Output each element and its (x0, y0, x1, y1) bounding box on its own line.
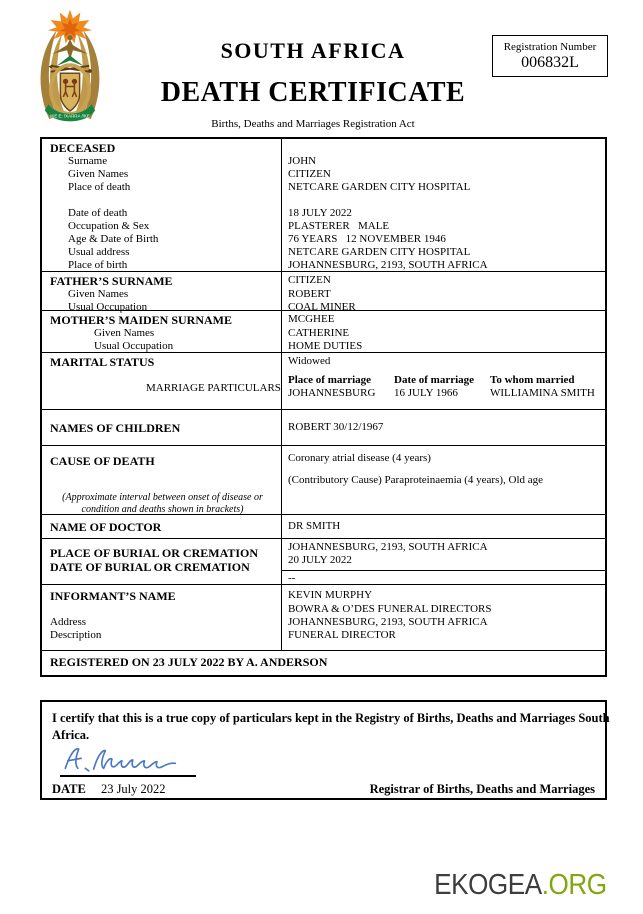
field-value: FUNERAL DIRECTOR (288, 629, 396, 641)
emblem-motto: !KE E: /XARRA //KE (50, 113, 90, 119)
header (33, 8, 610, 135)
field-label (50, 194, 275, 207)
section-marital-status (42, 352, 605, 409)
column-header: Date of marriage (394, 374, 475, 386)
burial-labels (42, 539, 282, 584)
father-labels (42, 272, 282, 313)
registrar-title: Registrar of Births, Deaths and Marriages (369, 782, 595, 796)
south-africa-coat-of-arms-icon (33, 8, 107, 134)
field-value: JOHANNESBURG, 2193, SOUTH AFRICA (288, 541, 488, 553)
certificate-table (40, 137, 607, 677)
field-value (288, 194, 599, 207)
document-subtitle: Births, Deaths and Marriages Registration Act (211, 118, 415, 130)
field-label: Place of birth (68, 259, 128, 271)
cause-values (282, 446, 605, 514)
field-value: JOHANNESBURG, 2193, SOUTH AFRICA (288, 259, 488, 271)
section-heading: MARITAL STATUS (50, 355, 155, 369)
mother-values (282, 311, 605, 352)
burial-place-date (282, 539, 605, 570)
field-value: PLASTERER MALE (288, 220, 390, 232)
section-father (42, 271, 605, 313)
section-informant (42, 584, 605, 650)
burial-extra (282, 570, 605, 586)
section-heading: PLACE OF BURIAL OR CREMATION (50, 546, 259, 560)
registered-statement: REGISTERED ON 23 JULY 2022 BY A. ANDERSON (50, 655, 328, 669)
country-title: SOUTH AFRICA (220, 38, 406, 63)
marital-values (282, 353, 605, 409)
field-label: Given Names (68, 168, 129, 180)
section-heading: DECEASED (50, 141, 116, 155)
field-value: CITIZEN (288, 168, 331, 180)
field-value: (Contributory Cause) Paraproteinaemia (4 years), Old age (288, 474, 544, 486)
document-title: DEATH CERTIFICATE (160, 77, 466, 108)
registration-number-value: 006832L (521, 54, 579, 71)
spacer (288, 141, 599, 155)
burial-values (282, 539, 605, 584)
certification-date-row (52, 782, 595, 797)
field-label: Usual Occupation (94, 340, 174, 352)
field-value: JOHANNESBURG (288, 387, 376, 399)
field-label: Description (50, 629, 102, 641)
date-value: 23 July 2022 (100, 782, 166, 796)
children-value-cell (282, 410, 605, 445)
field-label: Date of death (68, 207, 128, 219)
father-values (282, 272, 605, 313)
title-block (133, 8, 493, 130)
field-value: ROBERT 30/12/1967 (288, 421, 384, 433)
field-value: -- (288, 572, 296, 584)
field-value: BOWRA & O’DES FUNERAL DIRECTORS (288, 603, 492, 615)
section-heading: FATHER’S SURNAME (50, 274, 173, 288)
section-cause-of-death (42, 445, 605, 514)
marriage-particulars-label: MARRIAGE PARTICULARS (146, 382, 281, 394)
section-deceased (42, 139, 605, 271)
field-value: 16 JULY 1966 (394, 387, 458, 399)
children-label (42, 410, 282, 445)
informant-values (282, 585, 605, 650)
certification-text-line1: I certify that this is a true copy of particulars kept in the Registry of Births, Deaths and Marriages South (52, 711, 610, 725)
deceased-values (282, 139, 605, 271)
date-group (52, 782, 166, 797)
brand-name: EKOGEA (434, 869, 543, 901)
date-label: DATE (52, 782, 86, 796)
field-value: CITIZEN (288, 274, 331, 286)
section-heading: NAME OF DOCTOR (50, 519, 162, 534)
section-heading: DATE OF BURIAL OR CREMATION (50, 560, 250, 574)
field-value: DR SMITH (288, 520, 341, 532)
field-value: JOHANNESBURG, 2193, SOUTH AFRICA (288, 616, 488, 628)
field-label: Usual Occupation (68, 301, 148, 313)
marriage-headers (288, 374, 599, 387)
informant-labels (42, 585, 282, 650)
field-value: ROBERT (288, 288, 331, 300)
cause-note: (Approximate interval between onset of disease or condition and deaths shown in brackets) (62, 492, 263, 515)
field-value: NETCARE GARDEN CITY HOSPITAL (288, 246, 471, 258)
field-value: 76 YEARS 12 NOVEMBER 1946 (288, 233, 446, 245)
field-value: 18 JULY 2022 (288, 207, 352, 219)
section-heading: INFORMANT’S NAME (50, 589, 176, 603)
mother-labels (42, 311, 282, 352)
field-value: NETCARE GARDEN CITY HOSPITAL (288, 181, 471, 193)
signature-area (60, 745, 196, 777)
registration-number-box (492, 35, 608, 77)
brand-tld: .ORG (542, 869, 607, 901)
field-label: Age & Date of Birth (68, 233, 159, 245)
deceased-labels (42, 139, 282, 271)
section-heading: MOTHER’S MAIDEN SURNAME (50, 313, 233, 327)
field-label: Usual address (68, 246, 130, 258)
field-value: CATHERINE (288, 327, 350, 339)
section-heading: CAUSE OF DEATH (50, 454, 155, 468)
section-doctor (42, 514, 605, 538)
ekogea-watermark (435, 869, 607, 902)
doctor-label (42, 515, 282, 538)
field-value: 20 JULY 2022 (288, 554, 352, 566)
cause-labels (42, 446, 282, 514)
section-children (42, 409, 605, 445)
registration-number-label: Registration Number (503, 41, 597, 53)
field-label: Place of death (68, 181, 131, 193)
section-registered (42, 650, 605, 675)
field-label: Occupation & Sex (68, 220, 150, 232)
field-value: KEVIN MURPHY (288, 589, 373, 601)
field-label: Given Names (94, 327, 155, 339)
section-mother (42, 310, 605, 352)
doctor-value-cell (282, 515, 605, 538)
field-label: Given Names (68, 288, 129, 300)
certification-box (40, 700, 610, 800)
section-burial (42, 538, 605, 584)
certification-text-line2: Africa. (52, 728, 90, 742)
section-heading: NAMES OF CHILDREN (50, 420, 181, 435)
field-value: Coronary atrial disease (4 years) (288, 452, 431, 464)
marital-status-value: Widowed (288, 355, 331, 367)
field-value: COAL MINER (288, 301, 356, 313)
column-header: To whom married (490, 374, 575, 386)
spacer (50, 603, 275, 616)
field-value: WILLIAMINA SMITH (490, 387, 595, 399)
marriage-values (288, 387, 599, 400)
field-label: Surname (68, 155, 108, 167)
field-value: HOME DUTIES (288, 340, 363, 352)
field-value: MCGHEE (288, 313, 335, 325)
marital-labels (42, 353, 282, 409)
field-value: JOHN (288, 155, 317, 167)
registrar-signature-icon (60, 745, 194, 775)
column-header: Place of marriage (288, 374, 372, 386)
field-label: Address (50, 616, 87, 628)
